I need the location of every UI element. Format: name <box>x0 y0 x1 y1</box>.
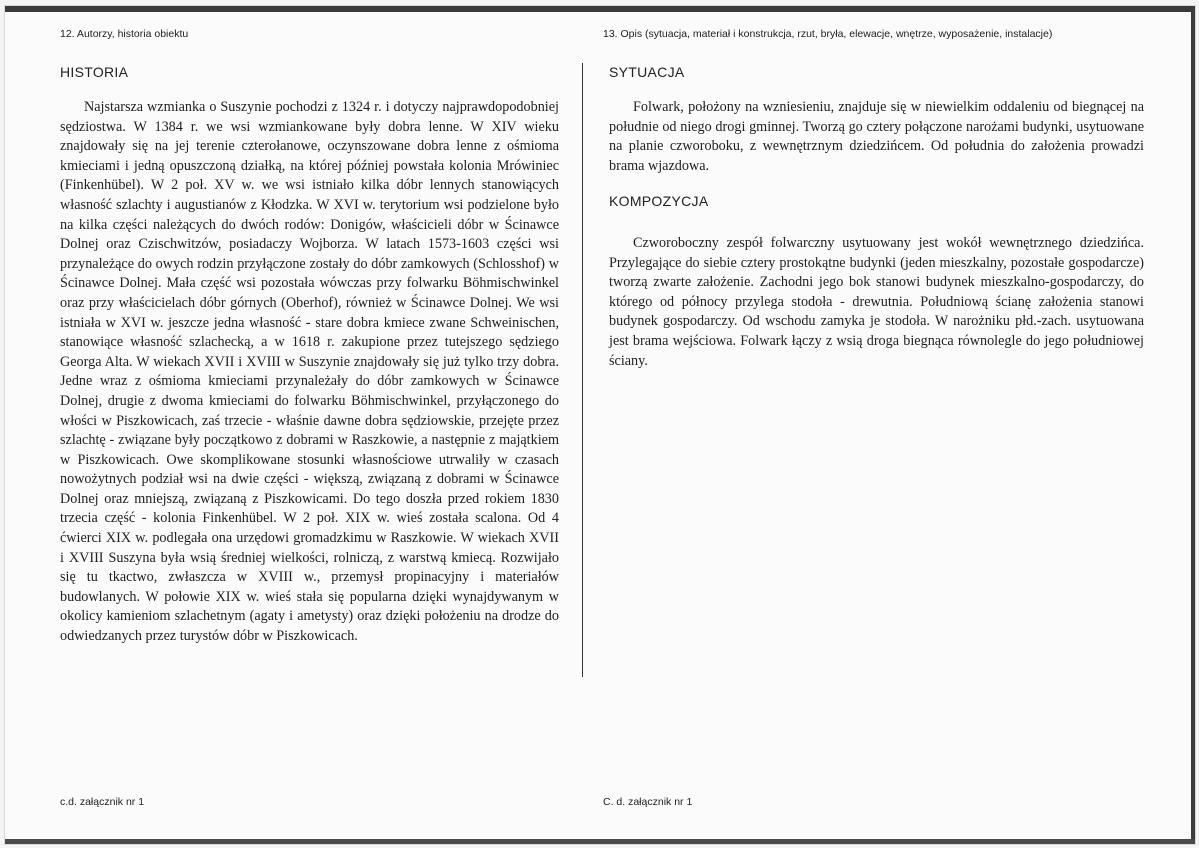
situation-text <box>609 98 1144 176</box>
composition-title: KOMPOZYCJA <box>609 193 709 209</box>
scan-edge <box>1191 6 1195 844</box>
column-divider <box>582 63 583 677</box>
history-text <box>60 98 559 647</box>
composition-paragraph: Czworoboczny zespół folwarczny usytuowany jest wokół wewnętrznego dziedzińca. Przylegające do siebie cztery prostokątne budynki (jeden mieszkalny, pozostałe gospodarcze) tworzą zwarte założenie. Zachodni jego bok stanowi budynek mieszkalno-gospodarczy, do którego od północy przylega stodoła - drewutnia. Południową ścianę założenia stanowi budynek gospodarczy. Od wschodu zamyka je stodoła. W narożniku płd.-zach. usytuowana jest brama wejściowa. Folwark łączy z wsią droga biegnąca równolegle do jego południowej ściany. <box>609 235 1144 369</box>
composition-text <box>609 234 1144 371</box>
left-footer: c.d. załącznik nr 1 <box>60 796 145 808</box>
right-footer: C. d. załącznik nr 1 <box>603 796 693 808</box>
right-section-header: 13. Opis (sytuacja, materiał i konstrukcja, rzut, bryła, elewacje, wnętrze, wyposażenie, instalacje) <box>603 28 1053 40</box>
left-section-header: 12. Autorzy, historia obiektu <box>60 28 189 40</box>
history-paragraph: Najstarsza wzmianka o Suszynie pochodzi z 1324 r. i dotyczy najprawdopodobniej sędziostwa. W 1384 r. we wsi wzmiankowane były dobra lenne. W XIV wieku znajdowały się na jej terenie czterołanowe, oczynszowane dobra lenne z ośmioma kmieciami i jedną opuszczoną działką, na której później powstała kolonia Mrówiniec (Finkenhübel). W 2 poł. XV w. we wsi istniało kilka dóbr lennych stanowiących własność szlachty i augustianów z Kłodzka. W XVI w. terytorium wsi podzielone było na kilka części należących do dwóch rodów: Donigów, właścicieli dóbr w Ścinawce Dolnej oraz Czischwitzów, posiadaczy Wojborza. W latach 1573-1603 części wsi przynależące do owych rodzin przyłączone zostały do dóbr zamkowych (Schlosshof) w Ścinawce Dolnej. Mała część wsi pozostała wówczas przy folwarku Böhmischwinkel oraz przy właścicielach dóbr górnych (Oberhof), również w Ścinawce Dolnej. We wsi istniała w XVI w. jeszcze jedna własność - stare dobra kmiece zwane Schweinischen, stanowiące własność szlachecką, a w 1618 r. zakupione przez tutejszego sędziego Georga Alta. W wiekach XVII i XVIII w Suszynie znajdowały się już tylko trzy dobra. Jedne wraz z ośmioma kmieciami przynależały do dóbr zamkowych w Ścinawce Dolnej, drugie z dwoma kmieciami do folwarku Böhmischwinkel, przyłączonego do włości w Piszkowicach, zaś trzecie - właśnie dawne dobra sędziowskie, przejęte przez szlachtę - związane były początkowo z dobrami w Raszkowie, a następnie z majątkiem w Piszkowicach. Owe skomplikowane stosunki własnościowe utrwaliły w czasach nowożytnych podział wsi na dwie części - większą, związaną z dobrami w Ścinawce Dolnej oraz mniejszą, związaną z Piszkowicami. Do tego doszła przed rokiem 1830 trzecia część - kolonia Finkenhübel. W 2 poł. XIX w. wieś została scalona. Od 4 ćwierci XIX w. podlegała ona urzędowi gromadzkimu w Raszkowie. W wiekach XVII i XVIII Suszyna była wsią średniej wielkości, rolniczą, z warstwą kmiecą. Rozwijało się tu tkactwo, zwłaszcza w XVIII w., przemysł propinacyjny i materiałów budowlanych. W połowie XIX w. wieś stała się popularna dzięki wynajdywanym w okolicy kamieniom szlachetnym (agaty i ametysty) oraz dzięki położeniu na drodze do odwiedzanych przez turystów dóbr w Piszkowicach. <box>60 99 559 645</box>
situation-paragraph: Folwark, położony na wzniesieniu, znajduje się w niewielkim oddaleniu od biegnącej na południe od niego drogi gminnej. Tworzą go cztery połączone narożami budynki, usytuowane na planie czworoboku, z wewnętrznym dziedzińcem. Od południa do założenia prowadzi brama wjazdowa. <box>609 99 1144 174</box>
situation-title: SYTUACJA <box>609 64 685 80</box>
history-title: HISTORIA <box>60 64 129 80</box>
